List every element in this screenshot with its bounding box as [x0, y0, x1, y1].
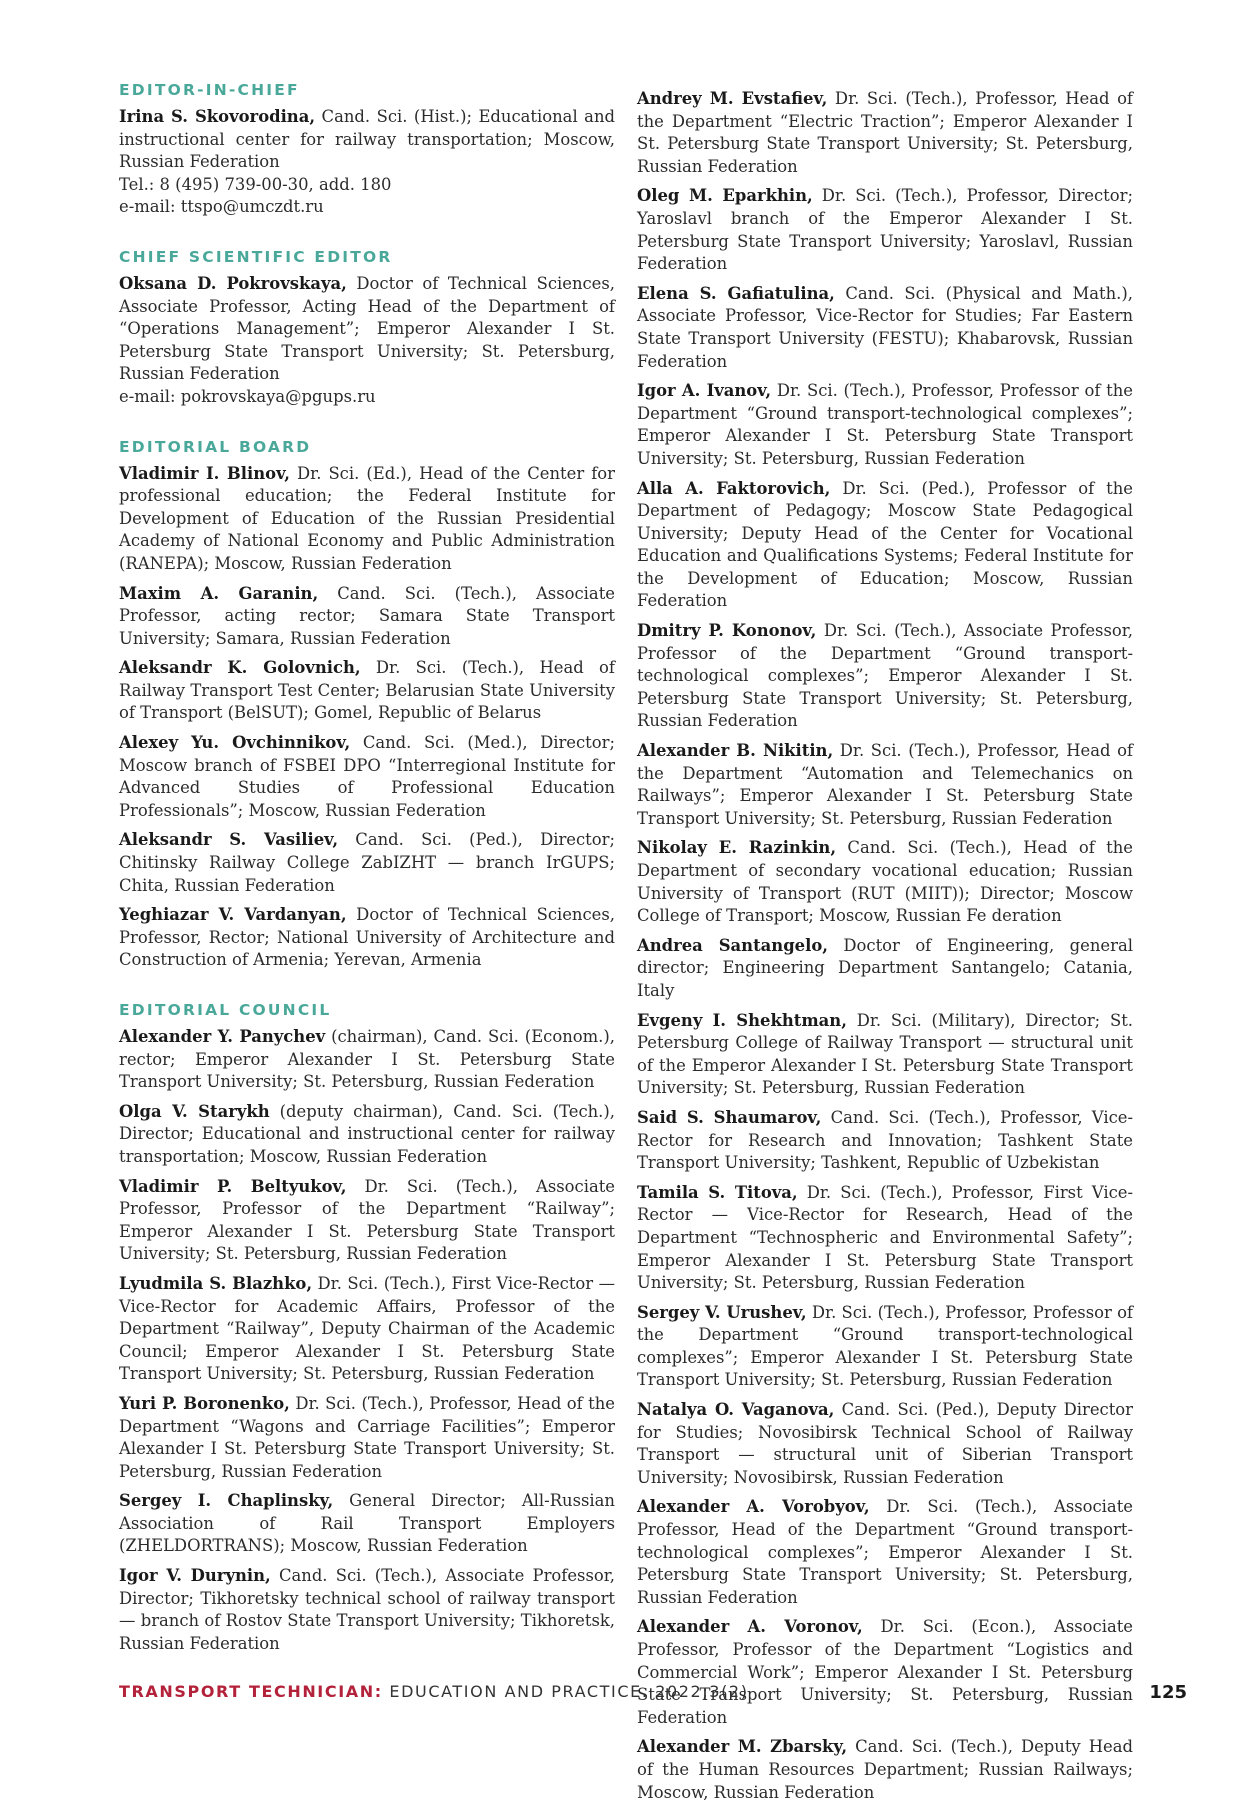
member-affiliation: Doctor of Engineering, general director; Engineering Department Santangelo; Catania, Italy — [637, 935, 1133, 1000]
member-affiliation: Dr. Sci. (Tech.), Professor, Head of the Department “Electric Traction”; Emperor Alexander I St. Petersburg State Transport University; St. Petersburg, Russian Federation — [637, 89, 1133, 176]
member-name: Aleksandr S. Vasiliev, — [119, 830, 339, 850]
member-name: Alla A. Faktorovich, — [637, 478, 831, 498]
member-name: Sergey V. Urushev, — [637, 1302, 807, 1322]
member-affiliation: Cand. Sci. (Tech.), Associate Professor, Director; Tikhoretsky technical school of railway transport — branch of Rostov State Transport University; Tikhoretsk, Russian Federation — [119, 1566, 615, 1653]
member-entry — [637, 478, 1133, 614]
member-name: Natalya O. Vaganova, — [637, 1400, 835, 1420]
chief-scientific-editor-section — [119, 247, 615, 409]
member-entry — [637, 1010, 1133, 1100]
section-heading: EDITORIAL BOARD — [119, 437, 312, 456]
member-entry — [637, 620, 1133, 733]
member-affiliation: Cand. Sci. (Ped.), Deputy Director for Studies; Novosibirsk Technical School of Railway Transport — structural unit of Siberian Transport University; Novosibirsk, Russian Federation — [637, 1400, 1133, 1487]
member-name: Said S. Shaumarov, — [637, 1107, 822, 1127]
member-affiliation: Dr. Sci. (Tech.), Professor, Professor of the Department “Ground transport-technological complexes”; Emperor Alexander I St. Petersburg State Transport University; St. Petersburg, Russian Federation — [637, 381, 1133, 468]
member-affiliation: Dr. Sci. (Tech.), Associate Professor, Professor of the Department “Railway”; Emperor Alexander I St. Petersburg State Transport University; St. Petersburg, Russian Federation — [119, 1176, 616, 1264]
member-name: Igor A. Ivanov, — [637, 381, 772, 401]
member-name: Oksana D. Pokrovskaya, — [119, 273, 347, 293]
entries — [119, 463, 615, 972]
member-affiliation: Dr. Sci. (Tech.), Associate Professor, Professor of the Department “Ground transport-technological complexes”; Emperor Alexander I St. Petersburg State Transport University; St. Petersburg, Russian Federation — [637, 621, 1133, 731]
member-name: Vladimir P. Beltyukov, — [119, 1176, 347, 1196]
right-column — [637, 88, 1133, 1811]
member-name: Dmitry P. Kononov, — [637, 621, 817, 641]
member-affiliation: Doctor of Technical Sciences, Professor, Rector; National University of Architecture and Construction of Armenia; Yerevan, Armenia — [119, 905, 615, 970]
member-affiliation: Dr. Sci. (Tech.), Professor, Director; Yaroslavl branch of the Emperor Alexander I St. Petersburg State Transport University; Yaroslavl, Russian Federation — [637, 186, 1133, 274]
left-column — [119, 80, 615, 1683]
member-name: Alexander A. Vorobyov, — [637, 1497, 870, 1517]
member-name: Lyudmila S. Blazhko, — [119, 1273, 313, 1293]
section-heading: CHIEF SCIENTIFIC EDITOR — [119, 247, 393, 266]
member-name: Yuri P. Boronenko, — [119, 1393, 290, 1413]
member-entry — [637, 185, 1133, 275]
member-entry — [637, 380, 1133, 470]
phone-text: Tel.: 8 (495) 739-00-30, add. 180 — [119, 174, 392, 194]
member-affiliation: Dr. Sci. (Military), Director; St. Petersburg College of Railway Transport — structural unit of the Emperor Alexander I St. Petersburg State Transport University; St. Petersburg, Russian Federation — [637, 1010, 1133, 1098]
member-affiliation: Cand. Sci. (Tech.), Professor, Vice-Rector for Research and Innovation; Tashkent State Transport University; Tashkent, Republic of Uzbekistan — [637, 1107, 1133, 1173]
member-name: Aleksandr K. Golovnich, — [119, 658, 361, 678]
member-name: Alexander Y. Panychev — [119, 1027, 326, 1046]
member-entry — [637, 837, 1133, 927]
member-name: Andrey M. Evstafiev, — [637, 89, 828, 108]
member-entry — [119, 1176, 615, 1266]
member-affiliation: Cand. Sci. (Hist.); Educational and instructional center for railway transportation; Moscow, Russian Federation — [119, 107, 615, 172]
member-affiliation: Dr. Sci. (Tech.), Professor, First Vice-Rector — Vice-Rector for Research, Head of the Department “Technospheric and Environmental Safety”; Emperor Alexander I St. Petersburg State Transport University; St. Petersburg, Russian Federation — [637, 1182, 1133, 1293]
member-name: Alexander M. Zbarsky, — [637, 1737, 848, 1757]
section-heading: EDITOR-IN-CHIEF — [119, 81, 300, 99]
member-affiliation: Doctor of Technical Sciences, Associate Professor, Acting Head of the Department of “Operations Management”; Emperor Alexander I St. Petersburg State Transport University; St. Petersburg, Russian Federation — [119, 273, 615, 384]
member-entry — [119, 1565, 615, 1655]
member-entry — [637, 935, 1133, 1003]
member-name: Igor V. Durynin, — [119, 1566, 271, 1586]
member-entry — [119, 829, 615, 897]
member-entry — [119, 106, 615, 174]
member-name: Alexey Yu. Ovchinnikov, — [119, 733, 351, 753]
member-name: Olga V. Starykh — [119, 1101, 270, 1121]
member-affiliation: Cand. Sci. (Med.), Director; Moscow branch of FSBEI DPO “Interregional Institute for Advanced Studies of Professional Education Professionals”; Moscow, Russian Federation — [119, 733, 615, 820]
section-heading: EDITORIAL COUNCIL — [119, 1001, 332, 1019]
editor-in-chief-section — [119, 80, 615, 219]
member-name: Nikolay E. Razinkin, — [637, 838, 837, 858]
member-affiliation: Cand. Sci. (Tech.), Head of the Department of secondary vocational education; Russian University of Transport (RUT (MIIT)); Director; Moscow College of Transport; Moscow, Russian Fe deration — [637, 838, 1133, 926]
entries — [119, 106, 615, 174]
member-name: Yeghiazar V. Vardanyan, — [119, 905, 347, 925]
entries — [119, 1026, 615, 1655]
editorial-board-section — [119, 437, 615, 972]
member-name: Tamila S. Titova, — [637, 1182, 798, 1202]
member-name: Sergey I. Chaplinsky, — [119, 1491, 334, 1511]
member-affiliation: Cand. Sci. (Tech.), Associate Professor, acting rector; Samara State Transport University; Samara, Russian Federation — [119, 583, 615, 648]
journal-title: TRANSPORT TECHNICIAN: — [119, 1682, 383, 1701]
email-text: e-mail: ttspo@umczdt.ru — [119, 197, 324, 217]
member-entry — [119, 732, 615, 822]
member-entry — [637, 1616, 1133, 1729]
member-affiliation: Dr. Sci. (Ped.), Professor of the Department of Pedagogy; Moscow State Pedagogical University; Deputy Head of the Center for Vocational Education and Qualifications Systems; Federal Institute for the Development of Education; Moscow, Russian Federation — [637, 478, 1133, 611]
member-entry — [637, 1302, 1133, 1392]
member-name: Irina S. Skovorodina, — [119, 107, 316, 126]
member-entry — [119, 583, 615, 651]
member-entry — [119, 1273, 615, 1386]
member-entry — [637, 1496, 1133, 1609]
member-entry — [119, 1490, 615, 1558]
member-entry — [119, 1026, 615, 1094]
member-entry — [119, 463, 615, 576]
member-name: Elena S. Gafiatulina, — [637, 283, 835, 303]
member-entry — [637, 1107, 1133, 1175]
member-entry — [119, 273, 615, 386]
member-entry — [637, 283, 1133, 373]
member-name: Alexander A. Voronov, — [637, 1617, 863, 1637]
member-affiliation: Dr. Sci. (Ed.), Head of the Center for professional education; the Federal Institute for Development of Education of the Russian Presidential Academy of National Economy and Public Administration (RANEPA); Moscow, Russian Federation — [119, 463, 615, 573]
member-name: Alexander B. Nikitin, — [637, 741, 834, 761]
email-text: e-mail: pokrovskaya@pgups.ru — [119, 386, 376, 406]
member-name: Maxim A. Garanin, — [119, 583, 319, 603]
member-name: Oleg M. Eparkhin, — [637, 186, 813, 206]
member-entry — [119, 657, 615, 725]
member-affiliation: Dr. Sci. (Tech.), Professor, Head of the Department “Wagons and Carriage Facilities”; Emperor Alexander I St. Petersburg State Transport University; St. Petersburg, Russian Federation — [119, 1393, 615, 1481]
member-name: Evgeny I. Shekhtman, — [637, 1010, 847, 1030]
member-name: Vladimir I. Blinov, — [119, 463, 290, 483]
member-entry — [637, 1736, 1133, 1804]
member-affiliation: Dr. Sci. (Tech.), First Vice-Rector — Vice-Rector for Academic Affairs, Professor of the Department “Railway”, Deputy Chairman of the Academic Council; Emperor Alexander I St. Petersburg State Transport University; St. Petersburg, Russian Federation — [119, 1273, 615, 1384]
member-entry — [637, 1182, 1133, 1295]
entries — [637, 88, 1133, 1804]
member-entry — [119, 1393, 615, 1483]
entries — [119, 273, 615, 386]
member-affiliation: Dr. Sci. (Econ.), Associate Professor, Professor of the Department “Logistics and Commercial Work”; Emperor Alexander I St. Petersburg State Transport University; St. Petersburg, Russian Federation — [637, 1617, 1134, 1727]
member-entry — [637, 1399, 1133, 1489]
member-entry — [119, 1101, 615, 1169]
member-entry — [637, 740, 1133, 830]
page-footer — [119, 1682, 1187, 1706]
member-affiliation: Dr. Sci. (Tech.), Associate Professor, Head of the Department “Ground transport-technological complexes”; Emperor Alexander I St. Petersburg State Transport University; St. Petersburg, Russian Federation — [637, 1497, 1133, 1607]
editorial-council-section — [119, 1000, 615, 1655]
member-name: Andrea Santangelo, — [637, 935, 828, 955]
member-affiliation: Cand. Sci. (Physical and Math.), Associate Professor, Vice-Rector for Studies; Far Eastern State Transport University (FESTU); Khabarovsk, Russian Federation — [637, 283, 1133, 371]
member-affiliation: Dr. Sci. (Tech.), Head of Railway Transport Test Center; Belarusian State University of Transport (BelSUT); Gomel, Republic of Belarus — [119, 658, 615, 723]
member-affiliation: Cand. Sci. (Tech.), Deputy Head of the Human Resources Department; Russian Railways; Moscow, Russian Federation — [637, 1737, 1133, 1802]
member-affiliation: (deputy chairman), Cand. Sci. (Tech.), Director; Educational and instructional center for railway transportation; Moscow, Russian Federation — [119, 1101, 615, 1166]
member-affiliation: Dr. Sci. (Tech.), Professor, Head of the Department “Automation and Telemechanics on Railways”; Emperor Alexander I St. Petersburg State Transport University; St. Petersburg, Russian Federation — [637, 741, 1134, 828]
member-affiliation: Dr. Sci. (Tech.), Professor, Professor of the Department “Ground transport-technological complexes”; Emperor Alexander I St. Petersburg State Transport University; St. Petersburg, Russian Federation — [637, 1302, 1133, 1390]
page-number: 125 — [1149, 1682, 1187, 1703]
member-affiliation: General Director; All-Russian Association of Rail Transport Employers (ZHELDORTRANS); Moscow, Russian Federation — [119, 1491, 615, 1556]
member-entry — [119, 904, 615, 972]
journal-issue: EDUCATION AND PRACTICE. 2022;3(2) — [382, 1682, 749, 1701]
member-entry — [637, 88, 1133, 178]
member-affiliation: Cand. Sci. (Ped.), Director; Chitinsky Railway College ZabIZHT — branch IrGUPS; Chita, Russian Federation — [119, 830, 615, 895]
member-affiliation: (chairman), Cand. Sci. (Econom.), rector; Emperor Alexander I St. Petersburg State Transport University; St. Petersburg, Russian Federation — [119, 1027, 615, 1092]
